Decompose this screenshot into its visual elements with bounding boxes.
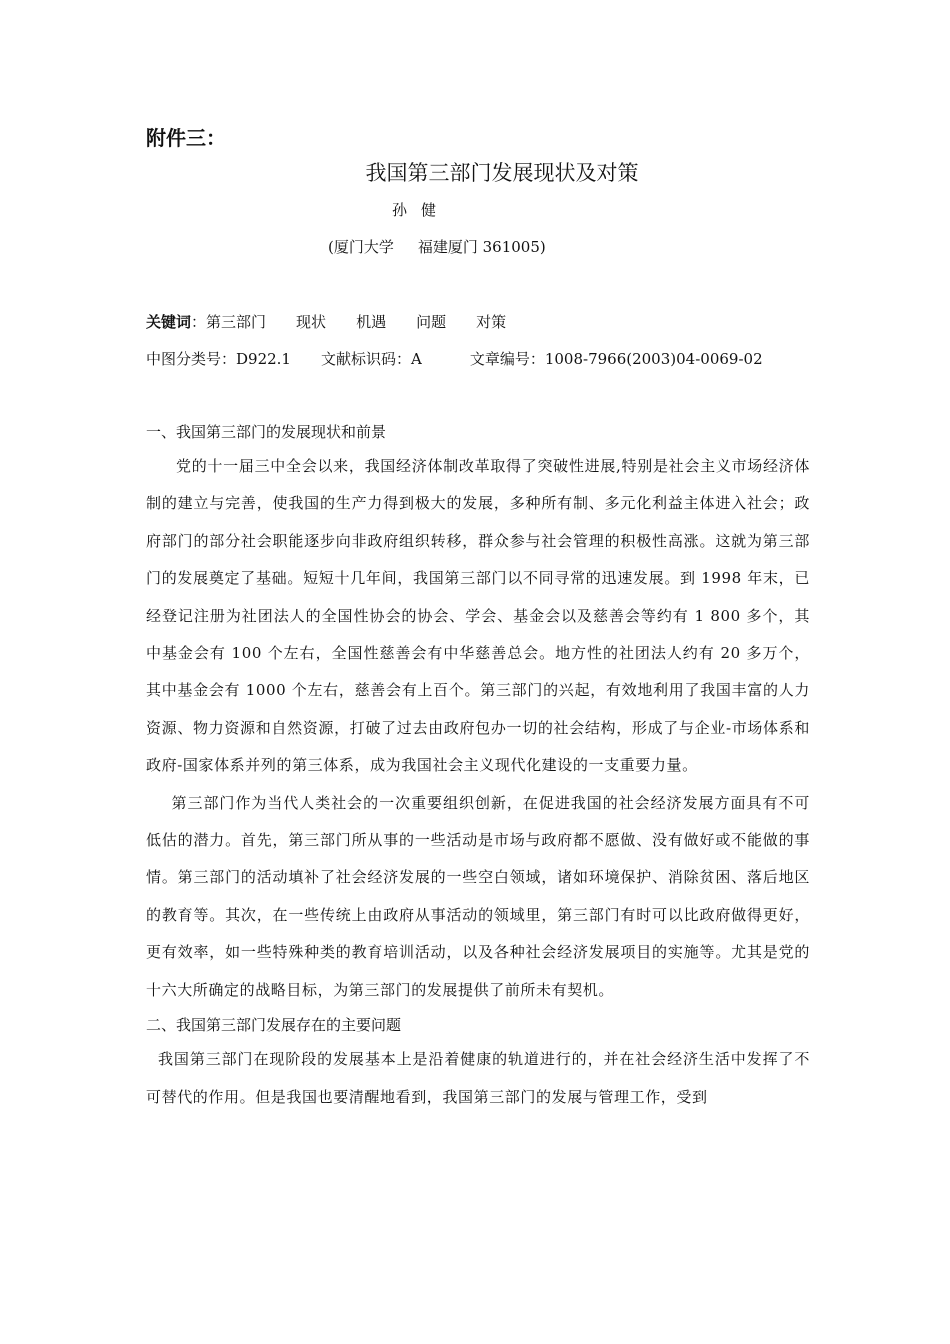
keywords-separator: ： xyxy=(191,313,207,331)
article-number: 文章编号：1008-7966(2003)04-0069-02 xyxy=(469,350,763,368)
paragraph: 党的十一届三中全会以来，我国经济体制改革取得了突破性进展,特别是社会主义市场经济体制的建立与完善，使我国的生产力得到极大的发展，多种所有制、多元化利益主体进入社会；政府部门的部分社会职能逐步向非政府组织转移，群众参与社会管理的积极性高涨。这就为第三部门的发展奠定了基础。短短十几年间，我国第三部门以不同寻常的迅速发展。到 1998 年末，已经登记注册为社团法人的全国性协会的协会、学会、基金会以及慈善会等约有 1 800 多个，其中基金会有 100 个左右，全国性慈善会有中华慈善总会。地方性的社团法人约有 20 多万个，其中基金会有 1000 个左右，慈善会有上百个。第三部门的兴起，有效地利用了我国丰富的人力资源、物力资源和自然资源，打破了过去由政府包办一切的社会结构，形成了与企业-市场体系和政府-国家体系并列的第三体系，成为我国社会主义现代化建设的一支重要力量。 xyxy=(146,457,810,775)
keywords-line xyxy=(146,311,506,333)
section-heading: 一、我国第三部门的发展现状和前景 xyxy=(146,423,387,441)
attachment-label: 附件三： xyxy=(146,126,226,150)
keywords-label: 关键词 xyxy=(146,313,192,331)
author-surname: 孙 xyxy=(392,201,408,219)
affiliation-organization: (厦门大学 xyxy=(328,238,394,256)
keyword-item: 问题 xyxy=(416,313,447,331)
author-line xyxy=(392,199,436,221)
keyword-item: 对策 xyxy=(476,313,507,331)
paragraph: 第三部门作为当代人类社会的一次重要组织创新，在促进我国的社会经济发展方面具有不可低估的潜力。首先，第三部门所从事的一些活动是市场与政府都不愿做、没有做好或不能做的事情。第三部门的活动填补了社会经济发展的一些空白领域，诸如环境保护、消除贫困、落后地区的教育等。其次，在一些传统上由政府从事活动的领域里，第三部门有时可以比政府做得更好，更有效率，如一些特殊种类的教育培训活动，以及各种社会经济发展项目的实施等。尤其是党的十六大所确定的战略目标，为第三部门的发展提供了前所未有契机。 xyxy=(146,793,810,999)
document-title: 我国第三部门发展现状及对策 xyxy=(365,161,639,185)
author-given-name: 健 xyxy=(421,201,437,219)
keyword-item: 机遇 xyxy=(356,313,387,331)
section-heading: 二、我国第三部门发展存在的主要问题 xyxy=(146,1016,402,1035)
document-code: 文献标识码：A xyxy=(320,350,422,368)
keyword-item: 第三部门 xyxy=(206,313,267,331)
body-text xyxy=(146,416,810,1116)
classification-line xyxy=(146,348,763,370)
keyword-item: 现状 xyxy=(296,313,327,331)
affiliation-line xyxy=(328,236,546,258)
affiliation-place: 福建厦门 361005) xyxy=(417,238,546,256)
paragraph: 我国第三部门在现阶段的发展基本上是沿着健康的轨道进行的，并在社会经济生活中发挥了不可替代的作用。但是我国也要清醒地看到，我国第三部门的发展与管理工作，受到 xyxy=(146,1050,810,1106)
clc-number: 中图分类号：D922.1 xyxy=(146,350,291,368)
